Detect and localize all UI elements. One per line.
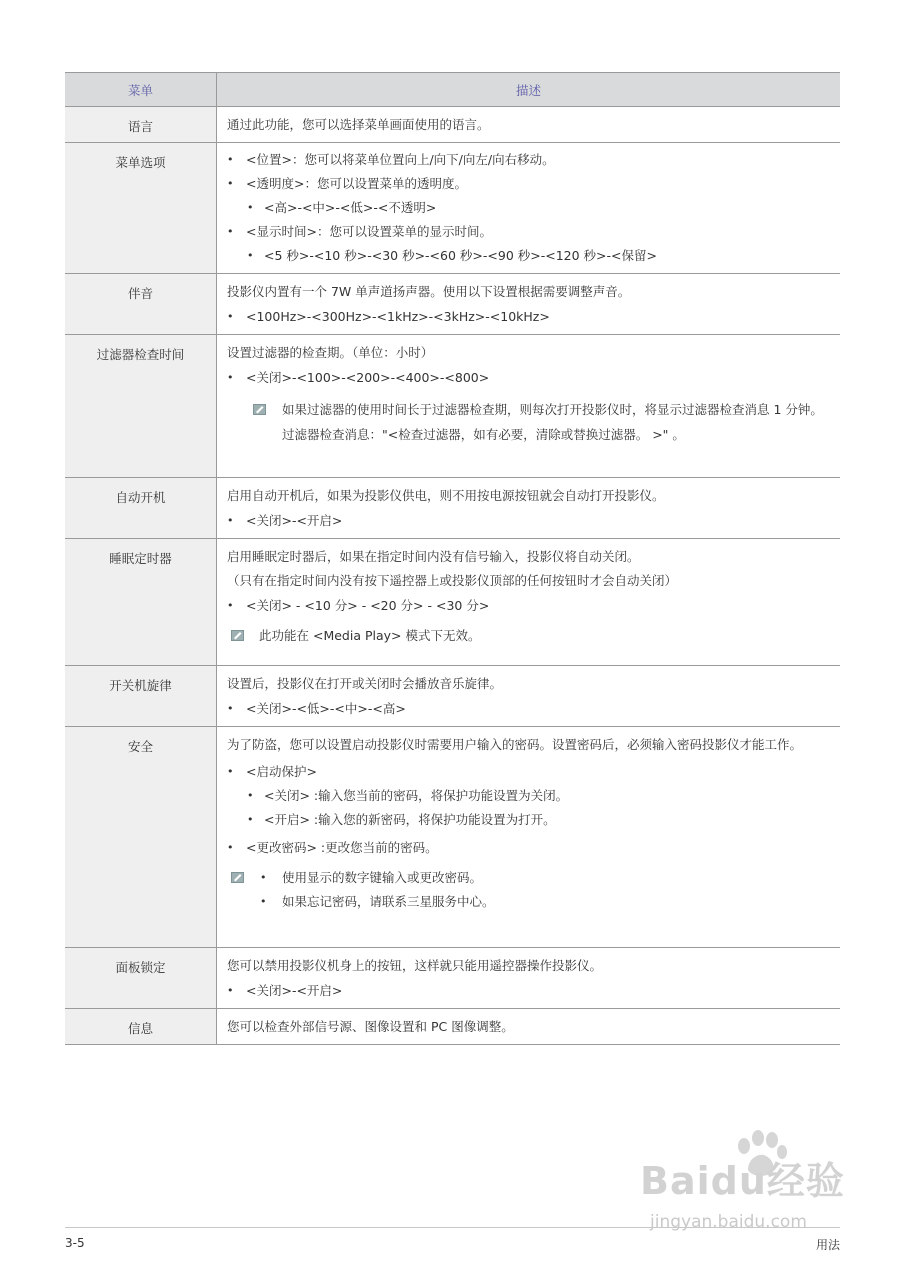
- description-cell: [217, 948, 841, 1009]
- description-cell: [217, 107, 841, 143]
- menu-cell: 伴音: [65, 274, 217, 335]
- menu-cell: 自动开机: [65, 478, 217, 539]
- list-item: • <关闭> - <10 分> - <20 分> - <30 分>: [227, 597, 828, 615]
- description-text: 您可以检查外部信号源、图像设置和 PC 图像调整。: [227, 1019, 514, 1034]
- description-cell: [217, 478, 841, 539]
- note-icon: [231, 630, 244, 641]
- note-text: • 使用显示的数字键输入或更改密码。: [282, 869, 828, 887]
- table-row: [65, 274, 840, 335]
- list-item: • <启动保护>: [227, 763, 828, 781]
- menu-cell: 安全: [65, 727, 217, 948]
- list-item: • <位置>：您可以将菜单位置向上/向下/向左/向右移动。: [227, 151, 828, 169]
- description-text: 设置后，投影仪在打开或关闭时会播放音乐旋律。: [227, 676, 503, 691]
- description-text: 为了防盗，您可以设置启动投影仪时需要用户输入的密码。设置密码后，必须输入密码投影仪才能工作。: [227, 737, 803, 752]
- note-icon: [253, 404, 266, 415]
- description-text: 您可以禁用投影仪机身上的按钮，这样就只能用遥控器操作投影仪。: [227, 958, 603, 973]
- menu-cell: 信息: [65, 1009, 217, 1045]
- description-cell: [217, 335, 841, 478]
- list-item: • <更改密码> :更改您当前的密码。: [227, 839, 828, 857]
- table-row: [65, 539, 840, 666]
- menu-cell: 睡眠定时器: [65, 539, 217, 666]
- footer-divider: [65, 1227, 840, 1228]
- note-icon: [231, 872, 244, 883]
- section-name: 用法: [815, 1238, 840, 1252]
- description-text: 启用自动开机后，如果为投影仪供电，则不用按电源按钮就会自动打开投影仪。: [227, 488, 665, 503]
- table-row: [65, 107, 840, 143]
- table-row: [65, 666, 840, 727]
- list-item: • <透明度>：您可以设置菜单的透明度。: [227, 175, 828, 193]
- watermark-url: jingyan.baidu.com: [650, 1212, 807, 1232]
- description-cell: [217, 666, 841, 727]
- description-text: 通过此功能，您可以选择菜单画面使用的语言。: [227, 117, 490, 132]
- table-row: [65, 143, 840, 274]
- list-item: • <关闭>-<开启>: [227, 982, 828, 1000]
- table-row: [65, 1009, 840, 1045]
- menu-cell: 开关机旋律: [65, 666, 217, 727]
- note-text: 此功能在 <Media Play> 模式下无效。: [259, 628, 481, 643]
- note-text: 过滤器检查消息："<检查过滤器，如有必要，清除或替换过滤器。 >" 。: [282, 427, 685, 442]
- menu-column-header: 菜单: [65, 73, 217, 107]
- list-item: • <5 秒>-<10 秒>-<30 秒>-<60 秒>-<90 秒>-<120 秒>-<保留>: [227, 247, 828, 265]
- list-item: • <关闭>-<开启>: [227, 512, 828, 530]
- description-cell: [217, 274, 841, 335]
- menu-table: [65, 72, 840, 1045]
- menu-cell: 过滤器检查时间: [65, 335, 217, 478]
- list-item: • <关闭>-<100>-<200>-<400>-<800>: [227, 369, 828, 387]
- list-item: • <高>-<中>-<低>-<不透明>: [227, 199, 828, 217]
- table-row: [65, 478, 840, 539]
- note-block: [227, 401, 828, 444]
- table-row: [65, 948, 840, 1009]
- menu-cell: 面板锁定: [65, 948, 217, 1009]
- description-column-header: 描述: [217, 73, 841, 107]
- note-block: [227, 627, 828, 645]
- watermark-logo: Baidu经验: [640, 1159, 845, 1203]
- list-item: • <显示时间>：您可以设置菜单的显示时间。: [227, 223, 828, 241]
- menu-cell: 语言: [65, 107, 217, 143]
- table-row: [65, 727, 840, 948]
- description-text: 投影仪内置有一个 7W 单声道扬声器。使用以下设置根据需要调整声音。: [227, 284, 631, 299]
- note-text: • 如果忘记密码，请联系三星服务中心。: [282, 893, 828, 911]
- list-item: • <关闭>-<低>-<中>-<高>: [227, 700, 828, 718]
- note-block: [227, 869, 828, 911]
- menu-cell: 菜单选项: [65, 143, 217, 274]
- note-text: 如果过滤器的使用时间长于过滤器检查期，则每次打开投影仪时，将显示过滤器检查消息 1 分钟。: [282, 402, 823, 417]
- description-cell: [217, 1009, 841, 1045]
- page-number: 3-5: [65, 1236, 85, 1250]
- description-cell: [217, 539, 841, 666]
- table-row: [65, 335, 840, 478]
- list-item: • <开启> :输入您的新密码，将保护功能设置为打开。: [227, 811, 828, 829]
- description-text: 启用睡眠定时器后，如果在指定时间内没有信号输入，投影仪将自动关闭。: [227, 549, 640, 564]
- description-text: 设置过滤器的检查期。（单位：小时）: [227, 345, 434, 360]
- description-text: （只有在指定时间内没有按下遥控器上或投影仪顶部的任何按钮时才会自动关闭）: [227, 573, 678, 588]
- description-cell: [217, 143, 841, 274]
- description-cell: [217, 727, 841, 948]
- list-item: • <100Hz>-<300Hz>-<1kHz>-<3kHz>-<10kHz>: [227, 308, 828, 326]
- list-item: • <关闭> :输入您当前的密码，将保护功能设置为关闭。: [227, 787, 828, 805]
- table-header-row: [65, 73, 840, 107]
